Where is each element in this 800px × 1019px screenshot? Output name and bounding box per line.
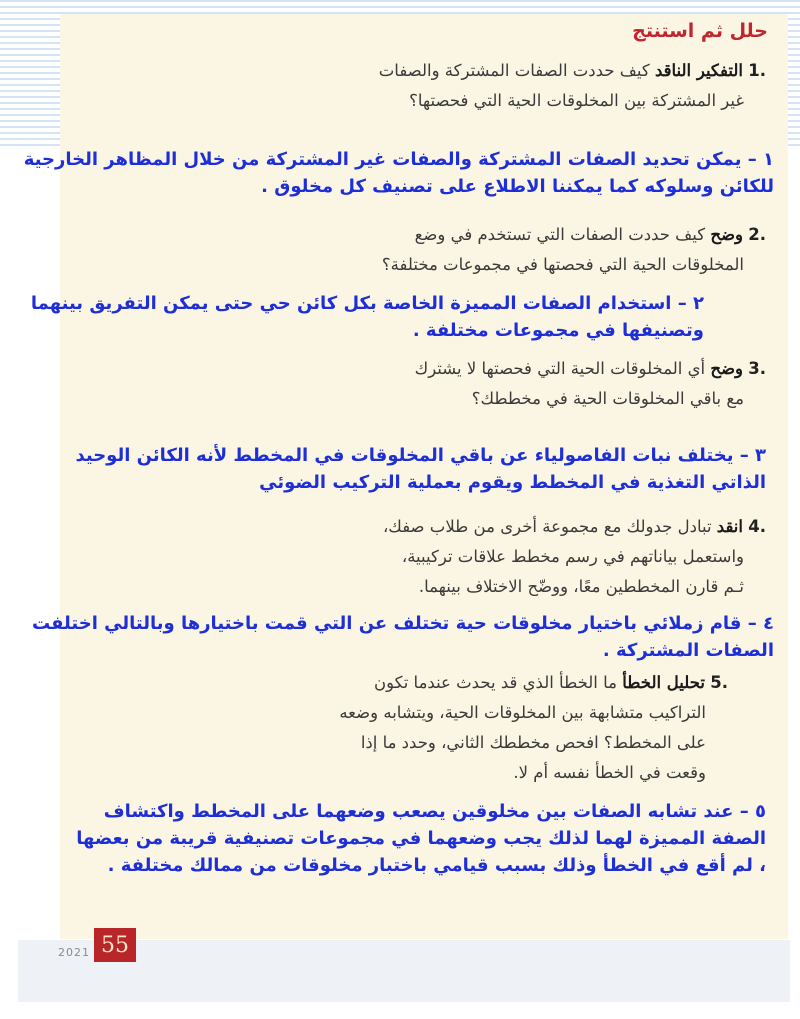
question-line: تبادل جدولك مع مجموعة أخرى من طلاب صفك، [382,517,712,536]
question-line: كيف حددت الصفات التي تستخدم في وضع [414,225,706,244]
question-number: .2 [748,225,766,244]
question-2 [382,220,766,280]
section-heading: حلل ثم استنتج [632,20,768,42]
answer-line: ٥ – عند تشابه الصفات بين مخلوقين يصعب وضعهما على المخطط واكتشاف [103,801,766,822]
answer-line: للكائن وسلوكه كما يمكننا الاطلاع على تصنيف كل مخلوق . [261,176,774,197]
textbook-page [23,14,788,939]
question-1 [379,56,766,116]
question-4 [383,512,766,602]
answer-line: الصفات المشتركة . [602,640,774,661]
question-number: .5 [710,673,728,692]
question-line: كيف حددت الصفات المشتركة والصفات [378,61,650,80]
answer-line: الذاتي التغذية في المخطط ويقوم بعملية التركيب الضوئي [259,472,766,493]
question-line: غير المشتركة بين المخلوقات الحية التي فحصتها؟ [409,91,744,110]
answer-line: ٣ – يختلف نبات الفاصولياء عن باقي المخلوقات في المخطط لأنه الكائن الوحيد [75,445,766,466]
answer-3 [75,442,766,496]
answer-4 [32,610,774,664]
question-5 [339,668,728,788]
answer-line: ، لم أقع في الخطأ وذلك بسبب قيامي باختبار مخلوقات من ممالك مختلفة . [107,855,766,876]
answer-line: وتصنيفها في مجموعات مختلفة . [412,320,704,341]
answer-2 [31,290,704,344]
question-keyword: التفكير الناقد [654,61,743,80]
answer-line: ٤ – قام زملائي باختيار مخلوقات حية تختلف عن التي قمت باختيارها وبالتالي اختلفت [32,613,774,634]
question-line: المخلوقات الحية التي فحصتها في مجموعات مختلفة؟ [381,255,744,274]
question-number: .1 [748,61,766,80]
answer-line: ٢ – استخدام الصفات المميزة الخاصة بكل كائن حي حتى يمكن التفريق بينهما [30,293,704,314]
answer-line: الصفة المميزة لهما لذلك يجب وضعهما في مجموعات تصنيفية قريبة من بعضها [76,828,766,849]
question-keyword: تحليل الخطأ [622,673,705,692]
question-line: التراكيب متشابهة بين المخلوقات الحية، ويتشابه وضعه [339,703,706,722]
edition-year: 2021 [58,946,90,959]
question-keyword: وضح [710,225,743,244]
question-line: واستعمل بياناتهم في رسم مخطط علاقات تركيبية، [401,547,744,566]
page-number: 55 [94,928,136,962]
question-3 [415,354,766,414]
question-line: على المخطط؟ افحص مخططك الثاني، وحدد ما إذا [360,733,706,752]
question-keyword: وضح [710,359,743,378]
question-line: ما الخطأ الذي قد يحدث عندما تكون [373,673,617,692]
answer-5 [76,798,766,879]
question-line: وقعت في الخطأ نفسه أم لا. [513,763,706,782]
question-line: أي المخلوقات الحية التي فحصتها لا يشترك [414,359,706,378]
question-line: مع باقي المخلوقات الحية في مخططك؟ [471,389,744,408]
answer-line: ١ – يمكن تحديد الصفات المشتركة والصفات غير المشتركة من خلال المظاهر الخارجية [23,149,774,170]
question-line: ثـم قارن المخططين معًا، ووضّح الاختلاف بينهما. [418,577,744,596]
answer-1 [24,146,774,200]
question-number: .3 [748,359,766,378]
question-keyword: انقد [716,517,743,536]
question-number: .4 [748,517,766,536]
